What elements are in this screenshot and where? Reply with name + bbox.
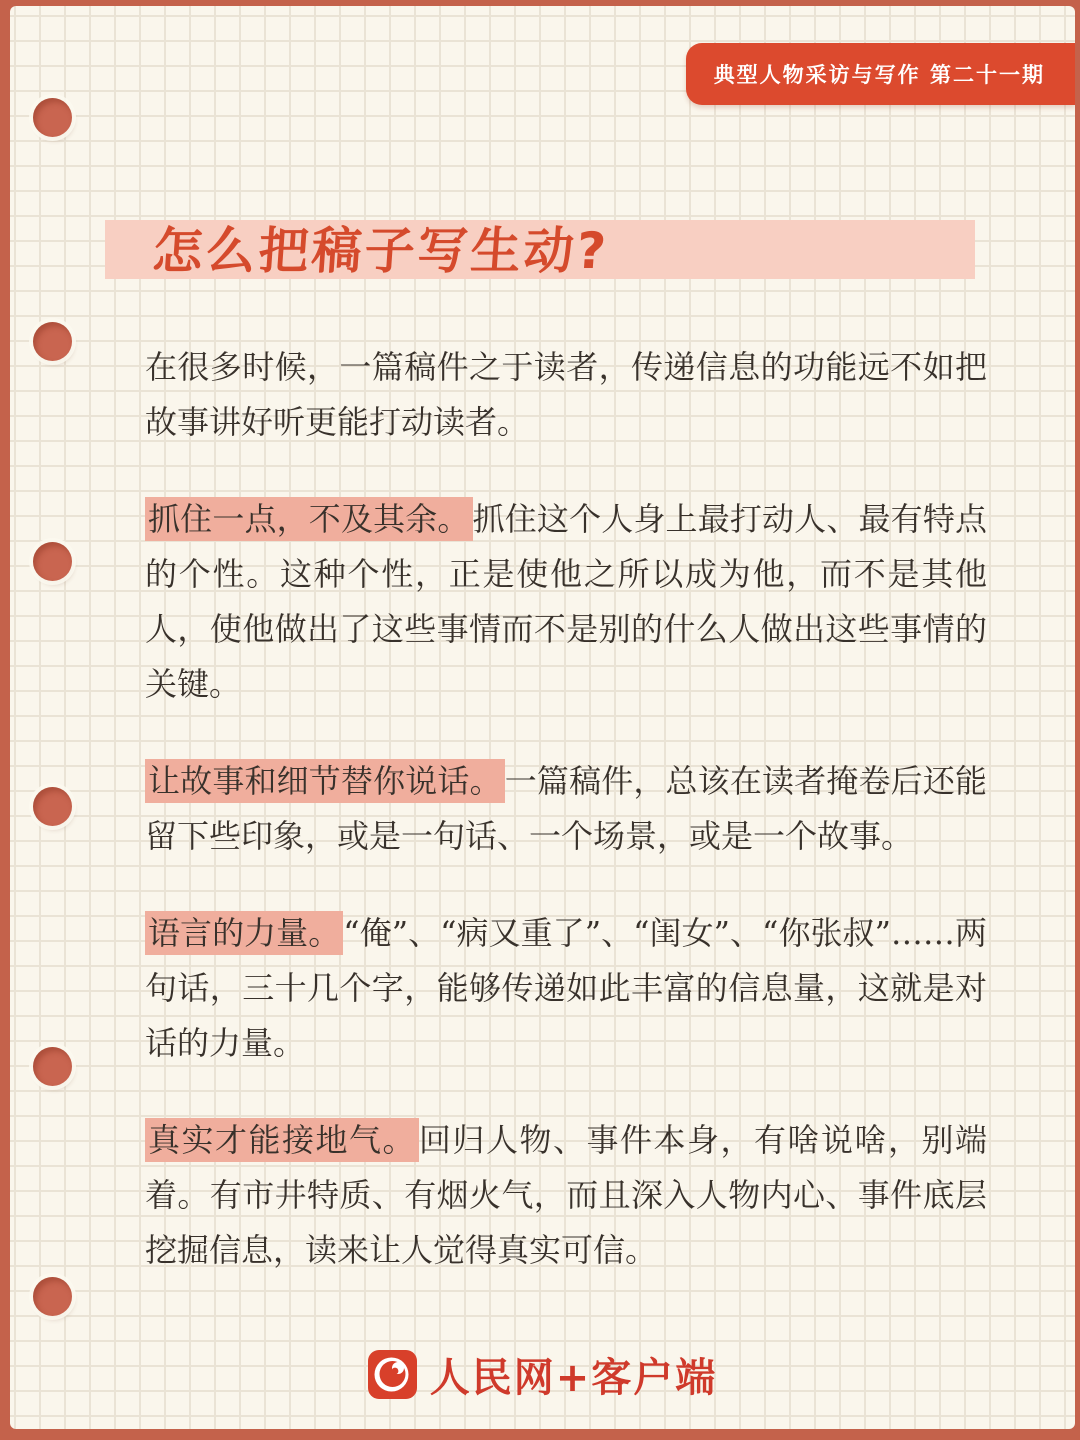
binding-hole (33, 98, 72, 137)
keyword-highlight: 抓住一点，不及其余。 (145, 497, 473, 541)
binding-hole (33, 787, 72, 826)
article-body (145, 340, 987, 1278)
paragraph-text: 一篇稿件，总该在读者掩卷后还能留下些印象，或是一句话、一个场景，或是一个故事。 (145, 762, 987, 855)
page-title: 怎么把稿子写生动? (150, 222, 611, 280)
keyword-highlight: 语言的力量。 (145, 911, 343, 955)
paragraph (145, 340, 987, 450)
series-badge-label: 典型人物采访与写作 第二十一期 (713, 63, 1045, 87)
publisher-footer (10, 1346, 1075, 1403)
keyword-highlight: 让故事和细节替你说话。 (145, 759, 505, 803)
binding-hole (33, 1047, 72, 1086)
binding-hole (33, 542, 72, 581)
paragraph (145, 1113, 987, 1278)
paragraph-text: 在很多时候，一篇稿件之于读者，传递信息的功能远不如把故事讲好听更能打动读者。 (145, 348, 987, 441)
paragraph-text: 回归人物、事件本身，有啥说啥，别端着。有市井特质、有烟火气，而且深入人物内心、事件底层挖掘信息，读来让人觉得真实可信。 (145, 1121, 987, 1269)
paragraph (145, 492, 987, 712)
paragraph (145, 754, 987, 864)
title-highlight-bar (105, 220, 975, 279)
binding-hole (33, 322, 72, 361)
keyword-highlight: 真实才能接地气。 (145, 1118, 419, 1162)
paragraph-text: “俺”、“病又重了”、“闺女”、“你张叔”……两句话，三十几个字，能够传递如此丰富的信息量，这就是对话的力量。 (145, 914, 987, 1062)
notebook-paper (10, 6, 1075, 1429)
series-badge (686, 43, 1075, 105)
paragraph-text: 抓住这个人身上最打动人、最有特点的个性。这种个性，正是使他之所以成为他，而不是其他人，使他做出了这些事情而不是别的什么人做出这些事情的关键。 (145, 500, 987, 703)
binding-hole (33, 1277, 72, 1316)
peoples-daily-logo-icon (368, 1350, 417, 1399)
publisher-name: 人民网+客户端 (429, 1355, 718, 1401)
paragraph (145, 906, 987, 1071)
